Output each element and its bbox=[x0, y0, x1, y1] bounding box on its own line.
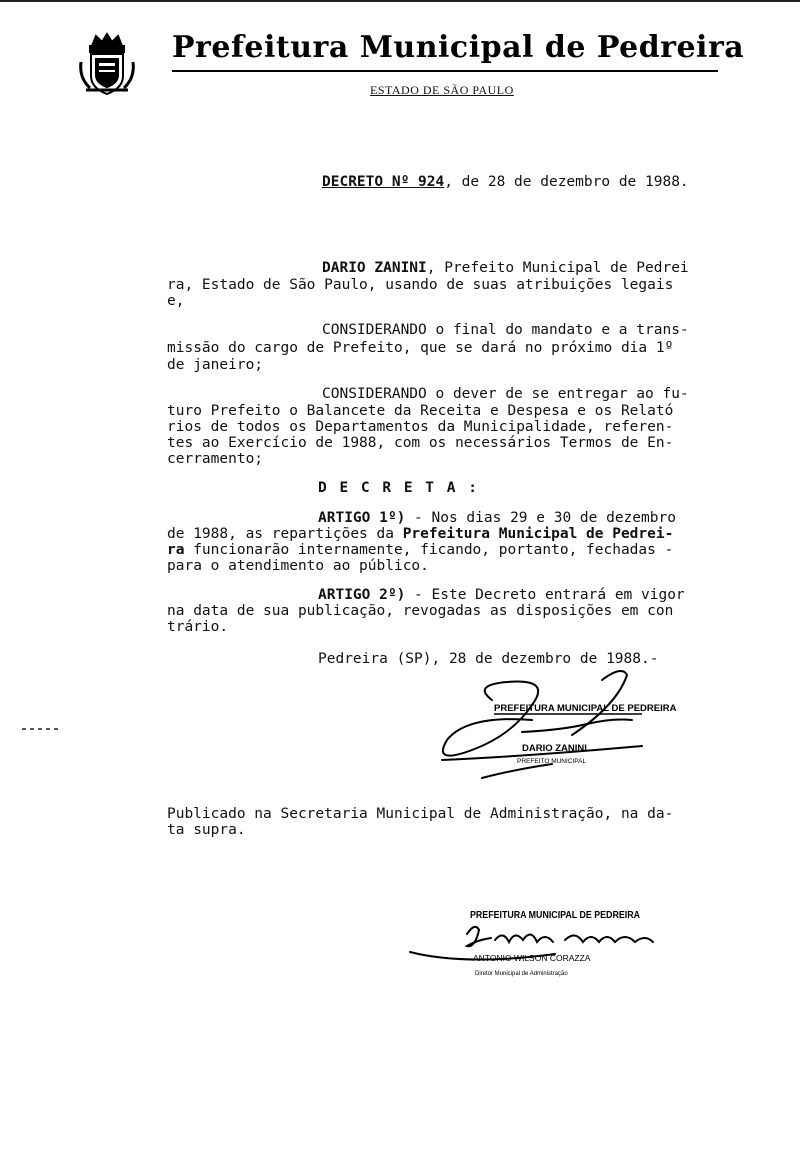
considerando-2-line-3: rios de todos os Departamentos da Municipalidade, referen- bbox=[167, 419, 674, 435]
decree-date: , de 28 de dezembro de 1988. bbox=[444, 174, 689, 190]
considerando-2-line-1: CONSIDERANDO o dever de se entregar ao fu- bbox=[322, 386, 689, 402]
mayor-stamp-org: PREFEITURA MUNICIPAL DE PEDREIRA bbox=[494, 703, 677, 714]
closing-place-date: Pedreira (SP), 28 de dezembro de 1988.- bbox=[318, 651, 659, 667]
article-1-line-4: para o atendimento ao público. bbox=[167, 558, 429, 574]
publication-line-2: ta supra. bbox=[167, 822, 246, 838]
scan-top-edge bbox=[0, 0, 800, 2]
article-1-line-2: de 1988, as repartições da Prefeitura Municipal de Pedrei- bbox=[167, 526, 674, 542]
considerando-1-line-2: missão do cargo de Prefeito, que se dará no próximo dia 1º bbox=[167, 340, 674, 356]
page-title: Prefeitura Municipal de Pedreira bbox=[172, 30, 745, 65]
mayor-signature-role: PREFEITO MUNICIPAL bbox=[517, 758, 587, 765]
mayor-signature-name: DARIO ZANINI bbox=[522, 743, 587, 754]
title-underline bbox=[172, 70, 718, 72]
intro-line-2: ra, Estado de São Paulo, usando de suas atribuições legais bbox=[167, 277, 674, 293]
director-signature-name: ANTONIO WILSON CORAZZA bbox=[473, 953, 591, 963]
considerando-2-line-2: turo Prefeito o Balancete da Receita e Despesa e os Relató bbox=[167, 403, 674, 419]
mayor-signature-stamp bbox=[412, 660, 712, 785]
director-signature-stamp bbox=[405, 890, 675, 990]
article-1-line-3: ra funcionarão internamente, ficando, portanto, fechadas - bbox=[167, 542, 674, 558]
intro-line-3: e, bbox=[167, 293, 185, 309]
coat-of-arms-icon bbox=[78, 32, 136, 98]
intro-line-1: DARIO ZANINI, Prefeito Municipal de Pedrei bbox=[322, 260, 689, 276]
scan-artifact bbox=[22, 728, 62, 730]
article-2-line-3: trário. bbox=[167, 619, 229, 635]
director-signature-role: Diretor Municipal de Administração bbox=[475, 971, 568, 977]
publication-line-1: Publicado na Secretaria Municipal de Administração, na da- bbox=[167, 806, 674, 822]
decreta-heading: D E C R E T A : bbox=[318, 480, 479, 496]
considerando-1-line-1: CONSIDERANDO o final do mandato e a trans- bbox=[322, 322, 689, 338]
state-subtitle: ESTADO DE SÃO PAULO bbox=[370, 83, 514, 97]
article-1-label: ARTIGO 1º) bbox=[318, 510, 406, 526]
article-1-line-1: ARTIGO 1º) - Nos dias 29 e 30 de dezembro bbox=[318, 510, 676, 526]
article-2-label: ARTIGO 2º) bbox=[318, 587, 406, 603]
considerando-1-line-3: de janeiro; bbox=[167, 357, 264, 373]
mayor-name: DARIO ZANINI bbox=[322, 260, 427, 276]
decree-number: DECRETO Nº 924 bbox=[322, 174, 445, 190]
article-2-line-2: na data de sua publicação, revogadas as disposições em con bbox=[167, 603, 674, 619]
article-2-line-1: ARTIGO 2º) - Este Decreto entrará em vigor bbox=[318, 587, 685, 603]
considerando-2-line-5: cerramento; bbox=[167, 451, 264, 467]
director-stamp-org: PREFEITURA MUNICIPAL DE PEDREIRA bbox=[470, 910, 640, 921]
considerando-2-line-4: tes ao Exercício de 1988, com os necessários Termos de En- bbox=[167, 435, 674, 451]
decree-heading bbox=[322, 174, 689, 190]
